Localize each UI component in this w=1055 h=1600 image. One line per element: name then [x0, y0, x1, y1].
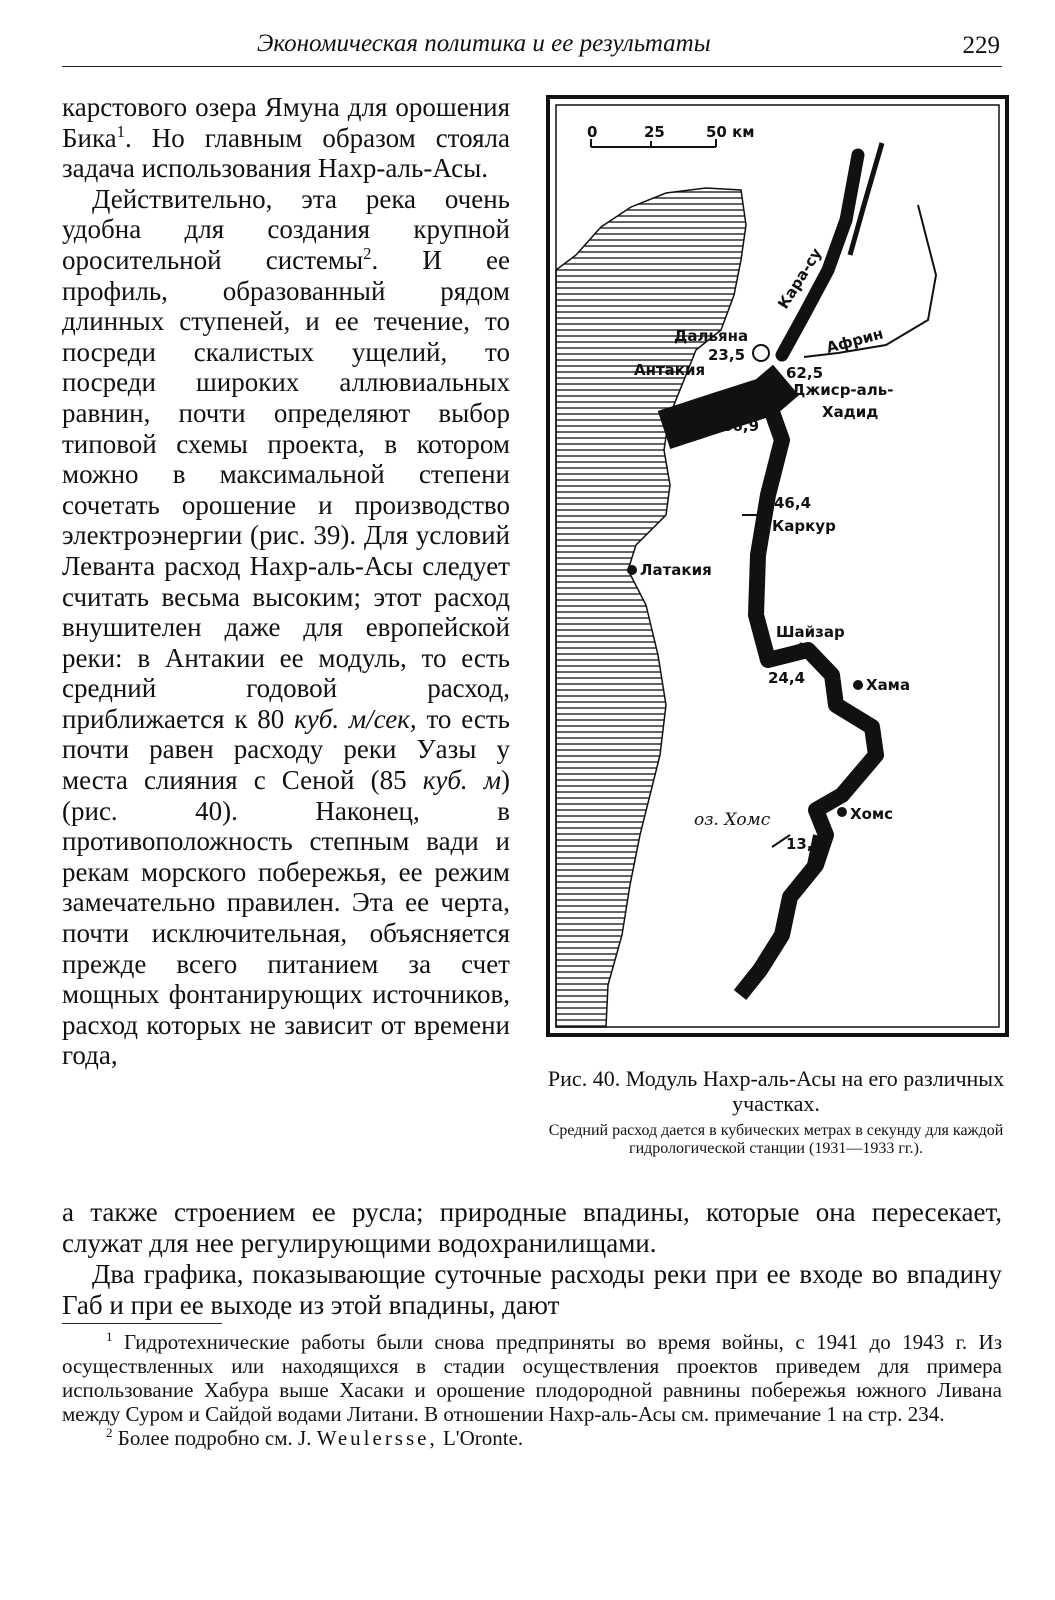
- scale-mid: 25: [644, 123, 665, 141]
- unit-cubic-m-per-s: куб. м/сек,: [294, 703, 417, 734]
- footnote-2-text-b: L'Oronte.: [437, 1426, 524, 1450]
- label-jisr-1: Джиср-аль-: [792, 381, 894, 399]
- label-lake-homs: оз. Хомс: [694, 810, 771, 830]
- dot-dalyana: [753, 345, 769, 361]
- value-karkur: 46,4: [774, 494, 812, 512]
- paragraph-1: [62, 92, 510, 184]
- paragraph-2-continued: а также строением ее русла; природные впадины, которые она пересекает, служат для нее регулирующими водохранилищами.: [62, 1197, 1002, 1258]
- paragraph-1-text: карстового озера Ямуна для орошения Бика: [62, 92, 510, 153]
- label-dalyana: Дальяна: [674, 327, 749, 345]
- paragraph-2: [62, 184, 510, 1071]
- footnote-1: [62, 1330, 1002, 1426]
- body-full-width: [62, 1197, 1002, 1321]
- label-hama: Хама: [866, 676, 911, 694]
- scale-bar: [587, 123, 755, 147]
- footnote-2-mark: 2: [106, 1425, 113, 1440]
- body-column-left: [62, 92, 510, 1071]
- footnotes: [62, 1330, 1002, 1450]
- running-title: Экономическая политика и ее результаты: [257, 30, 711, 57]
- caption-title: Рис. 40. Модуль Нахр-аль-Асы на его различных участках.: [547, 1066, 1005, 1116]
- footnote-ref-1: 1: [116, 121, 126, 141]
- paragraph-2-text-a: Действительно, эта река очень удобна для создания крупной оросительной системы: [62, 183, 510, 275]
- label-jisr-2: Хадид: [822, 403, 879, 421]
- label-karkur: Каркур: [772, 517, 836, 535]
- page-number: 229: [962, 32, 1000, 59]
- figure-map: [546, 95, 1009, 1037]
- footnote-ref-2: 2: [363, 243, 372, 263]
- footnote-2-text-a: Более подробно см. J.: [117, 1426, 317, 1450]
- label-antakia: Антакия: [634, 361, 706, 379]
- label-latakia: Латакия: [640, 561, 712, 579]
- scale-zero: 0: [587, 123, 598, 141]
- label-homs: Хомс: [850, 805, 894, 823]
- label-shaizar: Шайзар: [776, 623, 845, 641]
- dot-latakia: [627, 565, 637, 575]
- paragraph-3: Два графика, показывающие суточные расходы реки при ее входе во впадину Габ и при ее выходе из этой впадины, дают: [62, 1259, 1002, 1320]
- caption-note: Средний расход дается в кубических метрах в секунду для каждой гидрологической станции (1931—1933 гг.).: [548, 1122, 1004, 1157]
- river-orontes-main: [740, 395, 879, 995]
- value-antakia: 62,5: [786, 364, 824, 382]
- paragraph-2-text-b: . И ее профиль, образованный рядом длинных ступеней, и ее течение, то посреди скалистых ущелий, то посреди широких аллювиальных равнин, почти определяют выбор типовой схемы проекта, в котором можно в максимальной степени сочетать орошение и производство электроэнергии (рис. 39). Для условий Леванта расход Нахр-аль-Асы следует считать весьма высоким; этот расход внушителен даже для европейской реки: в Антакии ее модуль, то есть средний годовой расход, приближается к 80: [62, 244, 510, 734]
- paragraph-1-end: . Но главным образом стояла задача использования Нахр-аль-Асы.: [62, 122, 510, 184]
- value-homs: 13,5: [786, 835, 824, 853]
- label-afrin: Африн: [824, 324, 886, 357]
- running-head: [62, 26, 1002, 67]
- paragraph-2-text-d: ) (рис. 40). Наконец, в противоположность степным вади и рекам морского побережья, ее режим замечательно правилен. Эта ее черта, почти исключительная, объясняется прежде всего питанием за счет мощных фонтанирующих источников, расход которых не зависит от времени года,: [62, 765, 510, 1071]
- footnote-1-mark: 1: [106, 1329, 113, 1344]
- figure-caption: [536, 1066, 1016, 1158]
- footnote-2-author: Weulersse,: [316, 1426, 438, 1450]
- footnote-2: [62, 1426, 1002, 1450]
- value-jisr: 86,9: [722, 417, 760, 435]
- dot-hama: [853, 680, 863, 690]
- footnote-rule: [62, 1323, 222, 1324]
- unit-cubic-m: куб. м: [422, 765, 501, 796]
- scale-end: 50 км: [706, 123, 755, 141]
- footnote-1-text: Гидротехнические работы были снова предприняты во время войны, с 1941 до 1943 г. Из осуществленных или находящихся в стадии осуществления проектов приведем для примера использование Хабура выше Хасаки и орошение плодородной равнины побережья южного Ливана между Суром и Сайдой водами Литани. В отношении Нахр-аль-Асы см. примечание 1 на стр. 234.: [62, 1330, 1002, 1426]
- map-svg: [546, 95, 1009, 1037]
- value-shaizar: 24,4: [768, 669, 806, 687]
- sea-area: [556, 188, 749, 1027]
- label-kara-su: Кара-су: [774, 244, 826, 313]
- paragraph-2-text-c: то есть почти равен расходу реки Уазы у места слияния с Сеной (85: [62, 703, 510, 796]
- dot-homs: [837, 807, 847, 817]
- value-dalyana: 23,5: [708, 346, 746, 364]
